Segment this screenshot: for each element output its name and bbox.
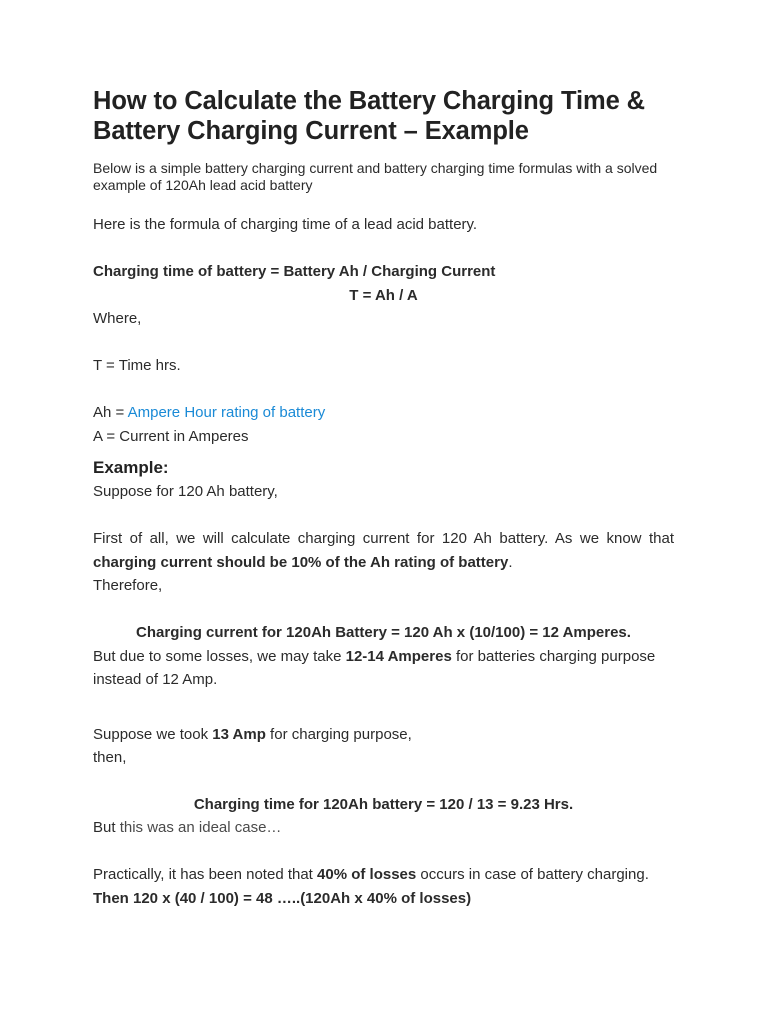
definition-a: A = Current in Amperes	[93, 427, 249, 445]
paragraph-text: First of all, we will calculate charging current for 120 Ah battery. As we know that	[93, 530, 674, 547]
definition-ah-prefix: Ah =	[93, 404, 128, 421]
page-title: How to Calculate the Battery Charging Time & Battery Charging Current – Example	[93, 87, 645, 145]
practical-text-end: occurs in case of battery charging.	[416, 866, 649, 883]
formula-line-1: Charging time of battery = Battery Ah / Charging Current	[93, 263, 496, 280]
paragraph-bold-text: charging current should be 10% of the Ah rating of battery	[93, 553, 509, 571]
took-text: Suppose we took	[93, 725, 213, 743]
then-label: then,	[93, 749, 127, 766]
took-text-end: for charging purpose,	[265, 725, 412, 743]
definition-ah	[93, 401, 674, 425]
practical-text: Practically, it has been noted that	[93, 866, 318, 883]
practical-paragraph	[93, 863, 674, 887]
charging-current-calc: Charging current for 120Ah Battery = 120 Ah x (10/100) = 12 Amperes.	[136, 624, 631, 641]
formula-line-2: T = Ah / A	[349, 286, 418, 304]
page-subtitle: Below is a simple battery charging current and battery charging time formulas with a solved example of 120Ah lead acid battery	[93, 160, 658, 193]
losses-text-end: for batteries charging purpose instead of 12 Amp.	[93, 647, 656, 688]
ideal-case-end: this was an ideal case…	[119, 819, 282, 836]
ideal-case-text	[93, 816, 674, 840]
where-label: Where,	[93, 310, 142, 327]
charging-time-calc: Charging time for 120Ah battery = 120 / 13 = 9.23 Hrs.	[193, 795, 574, 813]
losses-calc: Then 120 x (40 / 100) = 48 …..(120Ah x 40% of losses)	[93, 889, 472, 907]
losses-paragraph	[93, 645, 674, 692]
example-suppose: Suppose for 120 Ah battery,	[93, 483, 278, 500]
took-paragraph	[93, 723, 674, 747]
intro-text: Here is the formula of charging time of a lead acid battery.	[93, 216, 478, 233]
charging-current-paragraph	[93, 527, 674, 574]
ideal-case-start: But	[93, 819, 120, 836]
example-heading: Example:	[93, 458, 169, 477]
losses-text: But due to some losses, we may take	[93, 647, 346, 665]
practical-bold-text: 40% of losses	[317, 866, 417, 883]
therefore-label: Therefore,	[93, 577, 163, 594]
definition-t: T = Time hrs.	[93, 357, 181, 374]
losses-bold-text: 12-14 Amperes	[345, 647, 452, 665]
ampere-hour-link[interactable]: Ampere Hour rating of battery	[127, 404, 326, 421]
paragraph-text-end: .	[508, 553, 513, 571]
took-bold-text: 13 Amp	[212, 725, 266, 743]
